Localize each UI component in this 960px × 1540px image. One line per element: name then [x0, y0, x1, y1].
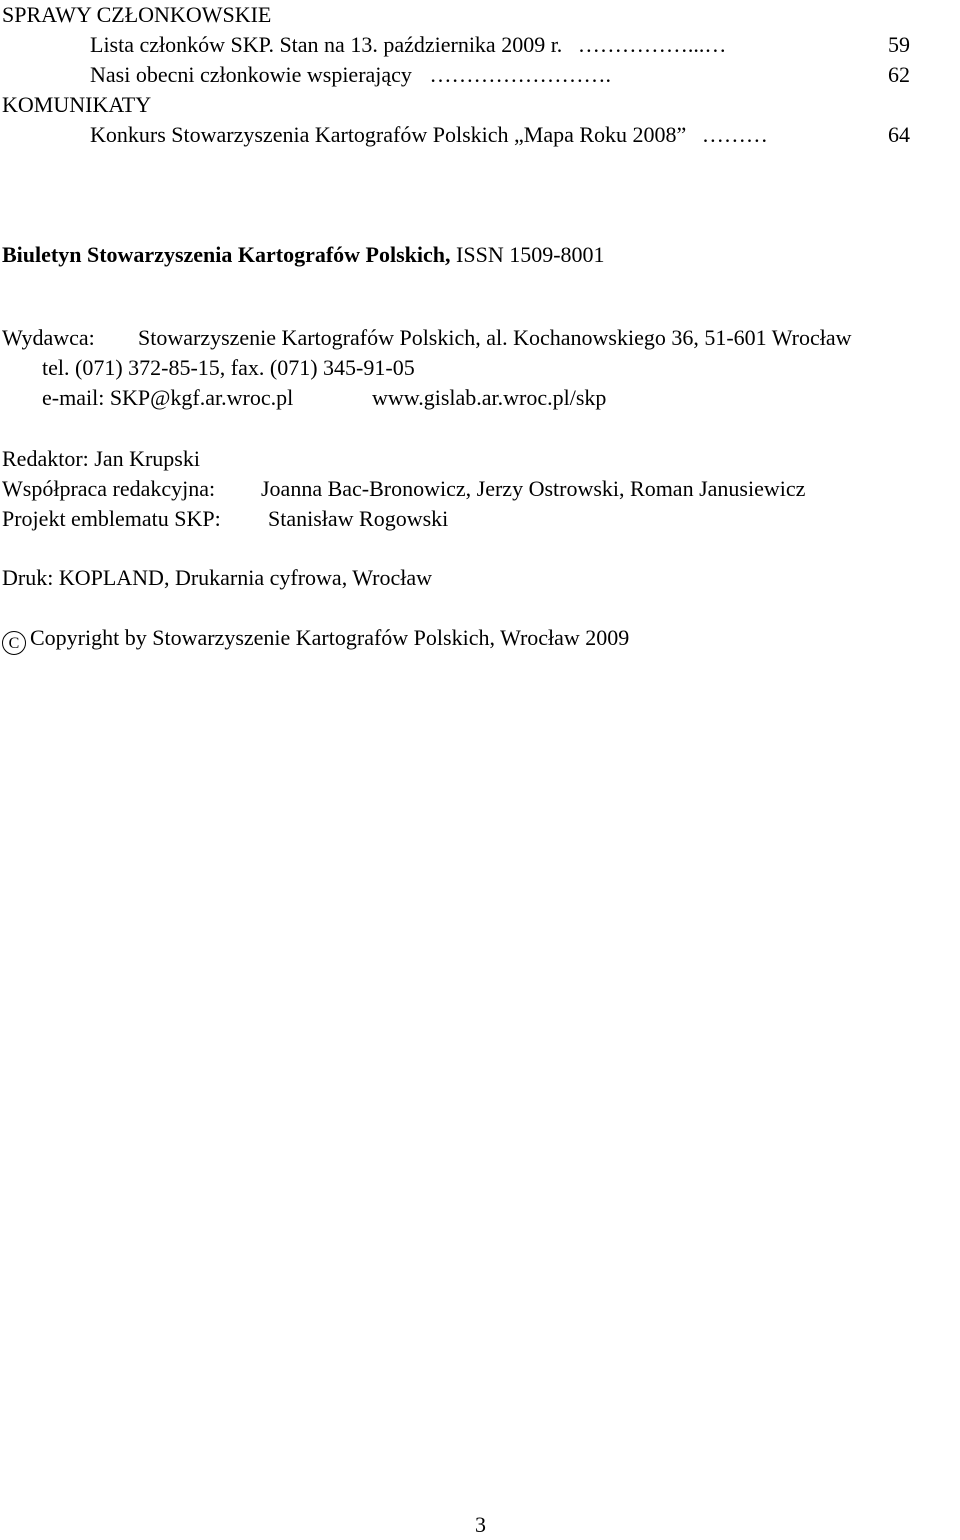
publisher-label: Wydawca:: [2, 325, 95, 350]
bulletin-title-line: [2, 240, 605, 270]
toc-section-title: SPRAWY CZŁONKOWSKIE: [2, 2, 272, 27]
cooperation-label: Współpraca redakcyjna:: [2, 476, 216, 501]
email-link[interactable]: SKP@kgf.ar.wroc.pl: [109, 385, 294, 410]
toc-section-title: KOMUNIKATY: [2, 92, 152, 117]
toc-entry-dots: …………………….: [429, 62, 611, 87]
toc-entry-title: Lista członków SKP. Stan na 13. października 2009 r.: [90, 32, 563, 57]
contact-line: [42, 383, 293, 413]
toc-entry-page: 64: [888, 122, 910, 147]
print-info: Druk: KOPLAND, Drukarnia cyfrowa, Wrocław: [2, 565, 433, 590]
toc-entry-page: 62: [888, 62, 910, 87]
issn: ISSN 1509-8001: [456, 242, 605, 267]
toc-entry-title: Konkurs Stowarzyszenia Kartografów Polskich „Mapa Roku 2008”: [90, 122, 687, 147]
copyright-icon: C: [2, 631, 26, 655]
toc-entry: [90, 120, 768, 150]
publisher-line: [2, 323, 95, 353]
toc-entry: [90, 60, 611, 90]
toc-entry-dots: ……………...…: [577, 32, 727, 57]
emblem-label: Projekt emblematu SKP:: [2, 506, 221, 531]
editor-label: Redaktor:: [2, 446, 89, 471]
email-label: e-mail:: [42, 385, 105, 410]
toc-entry: [90, 30, 726, 60]
page-number: 3: [475, 1512, 486, 1537]
editor-line: [2, 444, 200, 474]
publisher-value: Stowarzyszenie Kartografów Polskich, al. Kochanowskiego 36, 51-601 Wrocław: [138, 325, 852, 350]
bulletin-title: Biuletyn Stowarzyszenia Kartografów Polskich,: [2, 242, 451, 267]
copyright-text: Copyright by Stowarzyszenie Kartografów Polskich, Wrocław 2009: [30, 625, 630, 650]
website-link[interactable]: www.gislab.ar.wroc.pl/skp: [372, 385, 607, 410]
cooperation-names: Joanna Bac-Bronowicz, Jerzy Ostrowski, Roman Janusiewicz: [261, 476, 806, 501]
toc-entry-title: Nasi obecni członkowie wspierający: [90, 62, 412, 87]
toc-entry-page: 59: [888, 32, 910, 57]
emblem-author: Stanisław Rogowski: [268, 506, 449, 531]
toc-entry-dots: ………: [701, 122, 768, 147]
editor-name: Jan Krupski: [94, 446, 200, 471]
copyright-line: [2, 623, 629, 655]
phone-fax: tel. (071) 372-85-15, fax. (071) 345-91-05: [42, 355, 415, 380]
